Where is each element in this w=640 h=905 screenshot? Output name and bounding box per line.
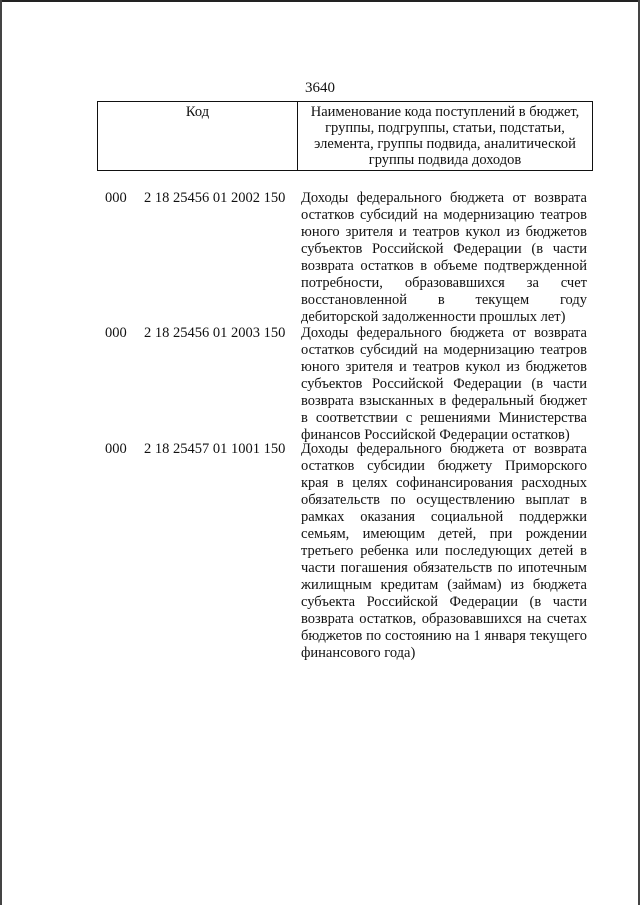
description-line: юного зрителя и театров кукол из бюджетов	[301, 359, 587, 375]
budget-code: 2 18 25456 01 2003 150	[144, 325, 286, 341]
description-line: дебиторской задолженности прошлых лет)	[301, 309, 566, 325]
header-name-line: элемента, группы подвида, аналитической	[314, 136, 576, 152]
budget-code: 2 18 25456 01 2002 150	[144, 190, 286, 206]
description-line: субъекта Российской Федерации (в части	[301, 594, 587, 610]
description-line: субъектов Российской Федерации (в части	[301, 241, 587, 257]
description-line: Доходы федерального бюджета от возврата	[301, 441, 587, 457]
description-line: восстановленной в текущем году	[301, 292, 587, 308]
header-name-line: группы подвида доходов	[368, 152, 522, 168]
description-line: семьям, имеющим детей, при рождении	[301, 526, 587, 542]
header-name-line: группы, подгруппы, статьи, подстатьи,	[325, 120, 565, 136]
description-line: остатков субсидий на модернизацию театров	[301, 207, 587, 223]
admin-code: 000	[105, 441, 127, 457]
income-description	[301, 441, 587, 662]
income-description	[301, 190, 587, 326]
description-line: возврата взысканных в федеральный бюджет	[301, 393, 587, 409]
admin-code: 000	[105, 325, 127, 341]
admin-code: 000	[105, 190, 127, 206]
description-line: юного зрителя и театров кукол из бюджетов	[301, 224, 587, 240]
description-line: субъектов Российской Федерации (в части	[301, 376, 587, 392]
budget-code: 2 18 25457 01 1001 150	[144, 441, 286, 457]
scan-edge-left	[0, 0, 2, 905]
description-line: Доходы федерального бюджета от возврата	[301, 190, 587, 206]
description-line: потребности, образовавшихся за счет	[301, 275, 587, 291]
table-header	[97, 101, 593, 171]
income-description	[301, 325, 587, 444]
page-number: 3640	[305, 80, 335, 96]
description-line: Доходы федерального бюджета от возврата	[301, 325, 587, 341]
description-line: возврата остатков, образовавшихся на счетах	[301, 611, 587, 627]
description-line: бюджетов по состоянию на 1 января текущего	[301, 628, 587, 644]
header-code-cell	[98, 102, 298, 170]
description-line: остатков субсидий на модернизацию театров	[301, 342, 587, 358]
description-line: финансового года)	[301, 645, 416, 661]
description-line: остатков субсидии бюджету Приморского	[301, 458, 587, 474]
description-line: обязательств по осуществлению выплат в	[301, 492, 587, 508]
description-line: части погашения обязательств по ипотечным	[301, 560, 587, 576]
description-line: возврата остатков в объеме подтвержденной	[301, 258, 587, 274]
description-line: в соответствии с решениями Министерства	[301, 410, 587, 426]
description-line: края в целях софинансирования расходных	[301, 475, 587, 491]
scan-edge-top	[0, 0, 640, 2]
description-line: жилищным кредитам (займам) из бюджета	[301, 577, 587, 593]
description-line: третьего ребенка или последующих детей в	[301, 543, 587, 559]
description-line: рамках оказания социальной поддержки	[301, 509, 587, 525]
header-name-cell	[298, 102, 592, 170]
description-line: финансов Российской Федерации остатков)	[301, 427, 570, 443]
header-code-label: Код	[185, 104, 210, 120]
header-name-line: Наименование кода поступлений в бюджет,	[310, 104, 580, 120]
